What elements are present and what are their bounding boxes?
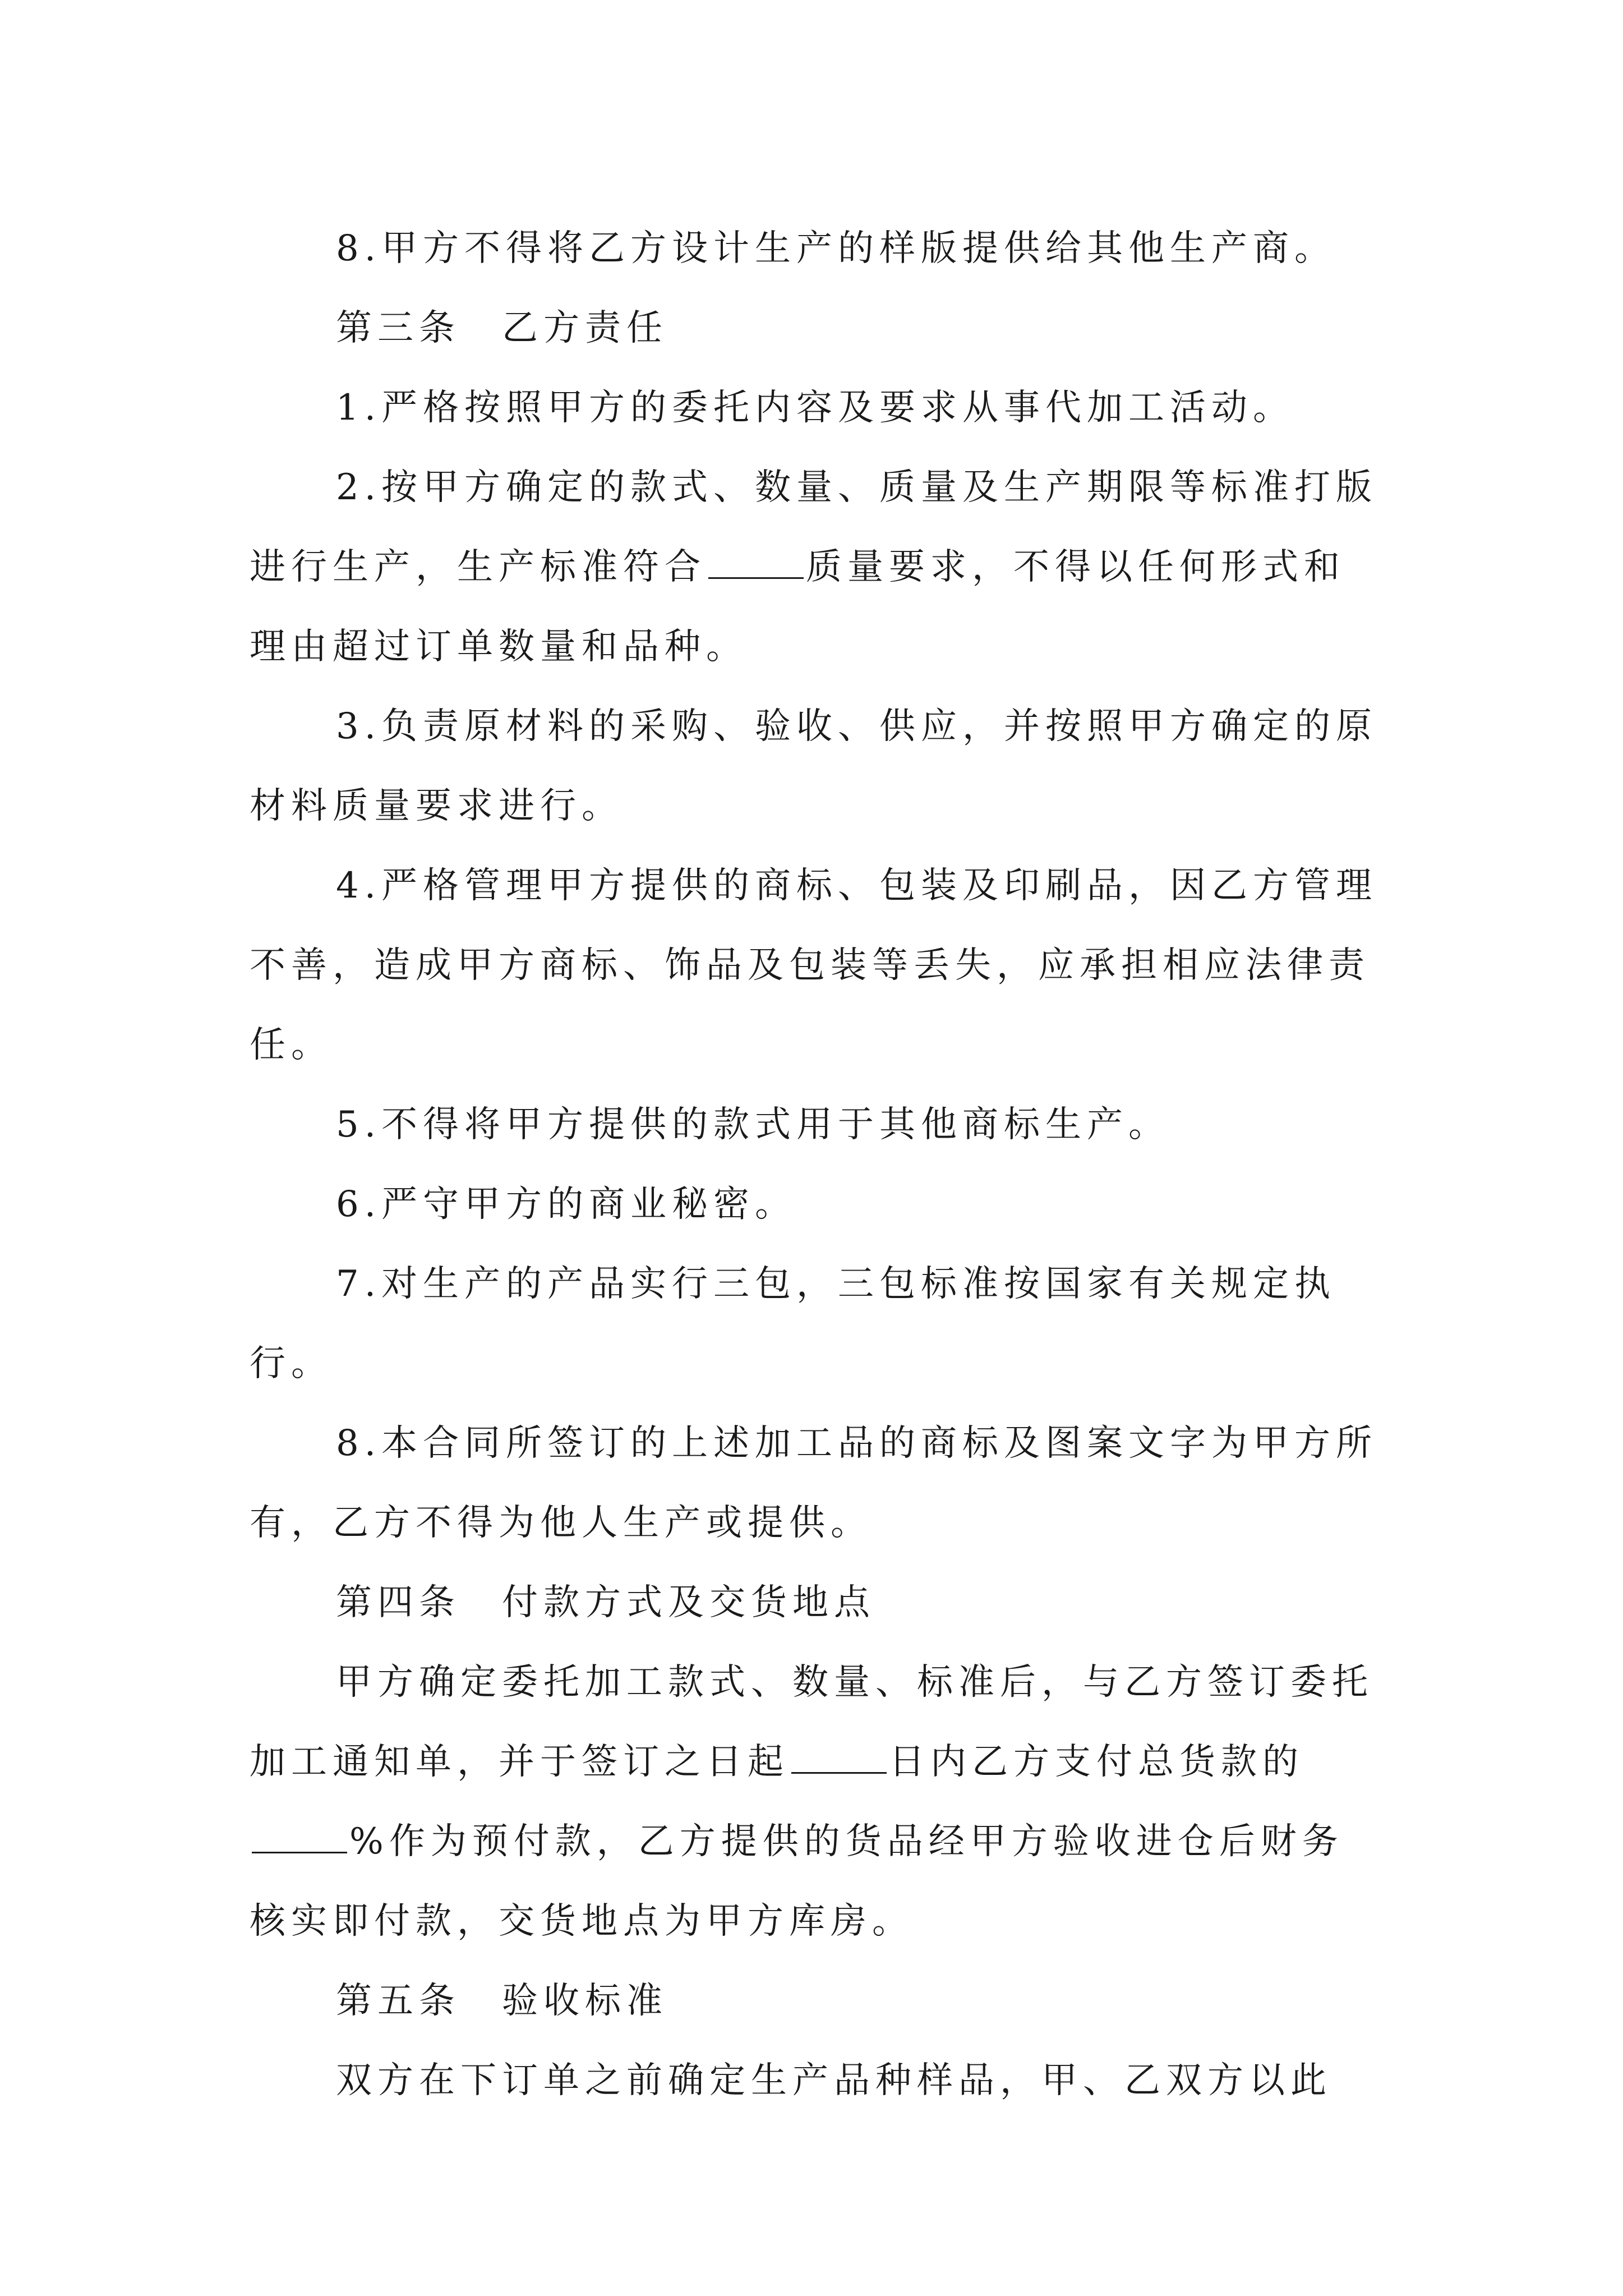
fill-in-blank-days[interactable] <box>791 1740 887 1774</box>
article-4-body: 甲方确定委托加工款式、数量、标准后，与乙方签订委托加工通知单，并于签订之日起 日内乙方支付总货款的%作为预付款，乙方提供的货品经甲方验收进仓后财务核实即付款，交货地点为甲方库房。 <box>250 1662 1373 1942</box>
document-body <box>250 209 1382 2120</box>
clause-3-item-8: 8.本合同所签订的上述加工品的商标及图案文字为甲方所有，乙方不得为他人生产或提供。 <box>250 1423 1378 1544</box>
article-5-body: 双方在下订单之前确定生产品种样品，甲、乙双方以此 <box>336 2060 1332 2101</box>
clause-3-item-6: 6.严守甲方的商业秘密。 <box>336 1184 797 1225</box>
clause-3-item-7: 7.对生产的产品实行三包，三包标准按国家有关规定执行。 <box>250 1263 1336 1384</box>
clause-3-item-3: 3.负责原材料的采购、验收、供应，并按照甲方确定的原材料质量要求进行。 <box>250 706 1378 827</box>
clause-3-item-4: 4.严格管理甲方提供的商标、包装及印刷品，因乙方管理不善，造成甲方商标、饰品及包装等丢失，应承担相应法律责任。 <box>250 865 1378 1066</box>
article-4-heading: 第四条 付款方式及交货地点 <box>336 1582 875 1623</box>
fill-in-blank-quality-standard[interactable] <box>708 545 804 579</box>
clause-3-item-5: 5.不得将甲方提供的款式用于其他商标生产。 <box>336 1104 1170 1145</box>
article-5-heading: 第五条 验收标准 <box>336 1980 668 2022</box>
article-3-heading: 第三条 乙方责任 <box>336 307 668 349</box>
clause-2-item-8: 8.甲方不得将乙方设计生产的样版提供给其他生产商。 <box>336 228 1336 269</box>
fill-in-blank-percent[interactable] <box>252 1819 347 1853</box>
clause-3-item-2: 2.按甲方确定的款式、数量、质量及生产期限等标准打版进行生产，生产标准符合 质量要求，不得以任何形式和理由超过订单数量和品种。 <box>250 467 1378 668</box>
clause-3-item-1: 1.严格按照甲方的委托内容及要求从事代加工活动。 <box>336 387 1295 429</box>
